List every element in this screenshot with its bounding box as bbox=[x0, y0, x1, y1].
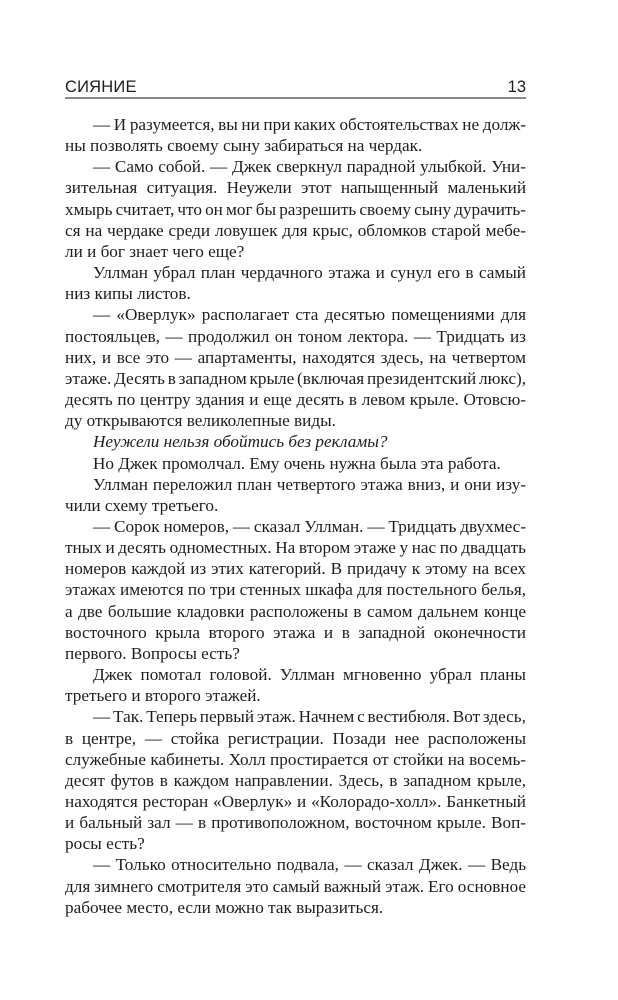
text-line: чили схему третьего. bbox=[65, 495, 219, 515]
text-line: — Так. Теперь первый этаж. Начнем с вестибюля. Вот здесь, bbox=[93, 707, 526, 727]
text-line: номеров каждой из этих категорий. В придачу к этому на всех bbox=[65, 559, 526, 579]
paragraph-italic bbox=[65, 431, 526, 452]
text-line: тных и десять одноместных. На втором этаже у нас по двадцать bbox=[65, 538, 526, 558]
text-line: первого. Вопросы есть? bbox=[65, 643, 240, 663]
text-line: ду открываются великолепные виды. bbox=[65, 411, 336, 431]
text-line: зительная ситуация. Неужели этот напыщенный маленький bbox=[65, 178, 527, 198]
text-line: — Только относительно подвала, — сказал Джек. — Ведь bbox=[93, 855, 527, 875]
paragraph bbox=[65, 304, 526, 431]
text-line: этаже. Десять в западном крыле (включая президентский люкс), bbox=[65, 368, 527, 388]
paragraph bbox=[65, 706, 526, 854]
text-line: постояльцев, — продолжил он тоном лектора. — Тридцать из bbox=[65, 326, 526, 346]
text-line: десят футов в каждом направлении. Здесь, в западном крыле, bbox=[65, 770, 527, 790]
paragraph bbox=[65, 516, 526, 664]
text-line: для зимнего смотрителя это самый важный этаж. Его основное bbox=[65, 876, 526, 896]
text-line: хмырь считает, что он мог бы разрешить своему сыну дурачить- bbox=[65, 199, 526, 219]
text-line: служебные кабинеты. Холл простирается от стойки на восемь- bbox=[65, 749, 527, 769]
paragraph bbox=[65, 114, 526, 156]
text-line: третьего и второго этажей. bbox=[65, 686, 261, 706]
text-line: — Сорок номеров, — сказал Уллман. — Тридцать двухмес- bbox=[93, 516, 527, 536]
text-line: ны позволять своему сыну забираться на чердак. bbox=[65, 136, 423, 156]
text-line: и бальный зал — в противоположном, восточном крыле. Воп- bbox=[65, 813, 527, 833]
paragraph bbox=[65, 262, 526, 304]
text-line: Уллман переложил план четвертого этажа вниз, и они изу- bbox=[93, 474, 527, 494]
text-line: а две большие кладовки расположены в самом дальнем конце bbox=[65, 601, 527, 621]
text-line: — Само собой. — Джек сверкнул парадной улыбкой. Уни- bbox=[93, 157, 526, 177]
text-line: низ кипы листов. bbox=[65, 284, 191, 304]
running-head bbox=[65, 78, 526, 96]
paragraph bbox=[65, 453, 526, 474]
paragraph bbox=[65, 664, 526, 706]
text-line: в центре, — стойка регистрации. Позади нее расположены bbox=[65, 728, 527, 748]
paragraph bbox=[65, 474, 526, 516]
paragraph bbox=[65, 854, 526, 917]
paragraph bbox=[65, 156, 526, 262]
text-line: — И разумеется, вы ни при каких обстоятельствах не долж- bbox=[93, 115, 527, 134]
text-line: рабочее место, если можно так выразиться. bbox=[65, 897, 384, 917]
text-line: них, и все это — апартаменты, находятся здесь, на четвертом bbox=[65, 347, 527, 367]
text-line: Неужели нельзя обойтись без рекламы? bbox=[93, 432, 388, 452]
text-line: Но Джек промолчал. Ему очень нужна была эта работа. bbox=[93, 453, 501, 473]
page-number: 13 bbox=[507, 78, 526, 96]
book-title: СИЯНИЕ bbox=[65, 78, 137, 96]
text-line: Уллман убрал план чердачного этажа и сунул его в самый bbox=[93, 263, 526, 283]
header-rule bbox=[65, 97, 526, 99]
text-line: находятся ресторан «Оверлук» и «Колорадо-холл». Банкетный bbox=[65, 792, 526, 811]
text-line: ли и бог знает чего еще? bbox=[65, 241, 245, 261]
text-line: этажах имеются по три стенных шкафа для постельного белья, bbox=[65, 580, 527, 600]
text-line: росы есть? bbox=[65, 834, 145, 854]
text-line: ся на чердаке среди ловушек для крыс, обломков старой мебе- bbox=[65, 220, 526, 240]
text-line: восточного крыла второго этажа и в западной оконечности bbox=[65, 622, 526, 642]
body-text bbox=[65, 114, 526, 918]
text-line: Джек помотал головой. Уллман мгновенно убрал планы bbox=[93, 665, 526, 685]
text-line: — «Оверлук» располагает ста десятью помещениями для bbox=[93, 305, 526, 325]
text-line: десять по центру здания и еще десять в левом крыле. Отовсю- bbox=[65, 390, 527, 410]
